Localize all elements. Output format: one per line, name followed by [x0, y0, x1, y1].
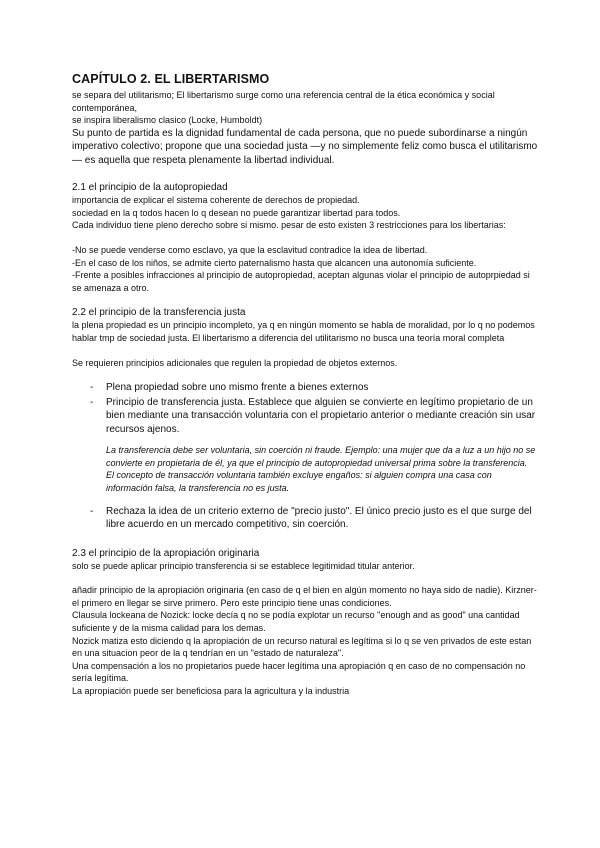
s23-line: añadir principio de la apropiación originaria (en caso de q el bien en algún momento no haya sido de nadie). Kirzner- el primero en llegar se sirve primero. Pero este principio tiene unas condiciones. [72, 585, 537, 608]
s22-bullet-list [72, 381, 540, 436]
s22-paragraph: la plena propiedad es un principio incompleto, ya q en ningún momento se habla de moralidad, por lo q no podemos hablar tmp de sociedad justa. El libertarismo a diferencia del utilitarismo no busca una teoría moral completa [72, 320, 535, 344]
s23-line: solo se puede aplicar principio transferencia si se establece legitimidad titular anterior. [72, 560, 415, 571]
section-2-3-title: 2.3 el principio de la apropiación originaria [72, 547, 260, 559]
bullet-dash: - [90, 396, 94, 408]
section-2-1-title: 2.1 el principio de la autopropiedad [72, 182, 228, 194]
s21-line: sociedad en la q todos hacen lo q desean no puede garantizar libertad para todos. [72, 207, 401, 218]
s23-line: La apropiación puede ser beneficiosa para la agricultura y la industria [72, 685, 350, 696]
section-2-2-title: 2.2 el principio de la transferencia justa [72, 307, 246, 319]
restriction-item: -Frente a posibles infracciones al principio de autopropiedad, aceptan algunas violar el principio de autoprpiedad si se amenaza a otro. [72, 270, 530, 293]
s23-line: Nozick matiza esto diciendo q la apropiación de un recurso natural es legítima si lo q se ven privados de este estan en una situacion peor de la q tendrían en un "estado de naturaleza". [72, 635, 532, 659]
intro-line-1: se separa del utilitarismo; El libertarismo surge como una referencia central de la ética económica y social contemporánea, [72, 90, 495, 113]
restriction-item: -En el caso de los niños, se admite cierto paternalismo hasta que alcancen una autonomía suficiente. [72, 257, 477, 268]
bullet-text: Principio de transferencia justa. Establece que alguien se convierte en legítimo propietario de un bien mediante una transacción voluntaria con el propietario anterior o mediante creación sin usar recursos ajenos. [106, 396, 536, 435]
s21-line: Cada individuo tiene pleno derecho sobre si mismo. pesar de esto existen 3 restricciones para los libertarias: [72, 220, 506, 231]
quote-line: La transferencia debe ser voluntaria, sin coerción ni fraude. Ejemplo: una mujer que da a luz a un hijo no se convierte en propietaria de él, ya que el principio de autopropiedad universal prima sobre la transferencia. [106, 445, 536, 468]
chapter-title: CAPÍTULO 2. EL LIBERTARISMO [72, 72, 270, 86]
bullet-item [72, 396, 540, 437]
restriction-item: -No se puede venderse como esclavo, ya que la esclavitud contradice la idea de libertad. [72, 245, 428, 256]
bullet-item [72, 505, 540, 532]
bullet-dash: - [90, 505, 94, 517]
bullet-item [72, 381, 540, 395]
italic-quote-block [72, 444, 540, 494]
quote-line: El concepto de transacción voluntaria también excluye engaños: si alguien compra una casa con información falsa, la transferencia no es justa. [106, 470, 492, 493]
s21-line: importancia de explicar el sistema coherente de derechos de propiedad. [72, 195, 360, 206]
s23-line: Clausula lockeana de Nozick: locke decía q no se podía explotar un recurso "enough and as good" una cantidad suficiente y de la misma calidad para los demas. [72, 610, 520, 633]
s22-paragraph-2: Se requieren principios adicionales que regulen la propiedad de objetos externos. [72, 357, 398, 368]
bullet-text: Rechaza la idea de un criterio externo de "precio justo". El único precio justo es el que surge del libre acuerdo en un mercado competitivo, sin coerción. [106, 505, 532, 531]
s22-bullet-list-2 [72, 505, 540, 532]
bullet-dash: - [90, 382, 94, 394]
intro-line-2: se inspira liberalismo clasico (Locke, Humboldt) [72, 115, 263, 126]
intro-paragraph: Su punto de partida es la dignidad fundamental de cada persona, que no puede subordinarse a ningún imperativo colectivo; propone que una sociedad justa —y no simplemente feliz como busca el utilitarismo— es aquella que respeta plenamente la libertad individual. [72, 127, 538, 166]
s23-line: Una compensación a los no propietarios puede hacer legítima una apropiación q en caso de no compensación no sería legítima. [72, 660, 526, 684]
bullet-text: Plena propiedad sobre uno mismo frente a bienes externos [106, 382, 369, 394]
